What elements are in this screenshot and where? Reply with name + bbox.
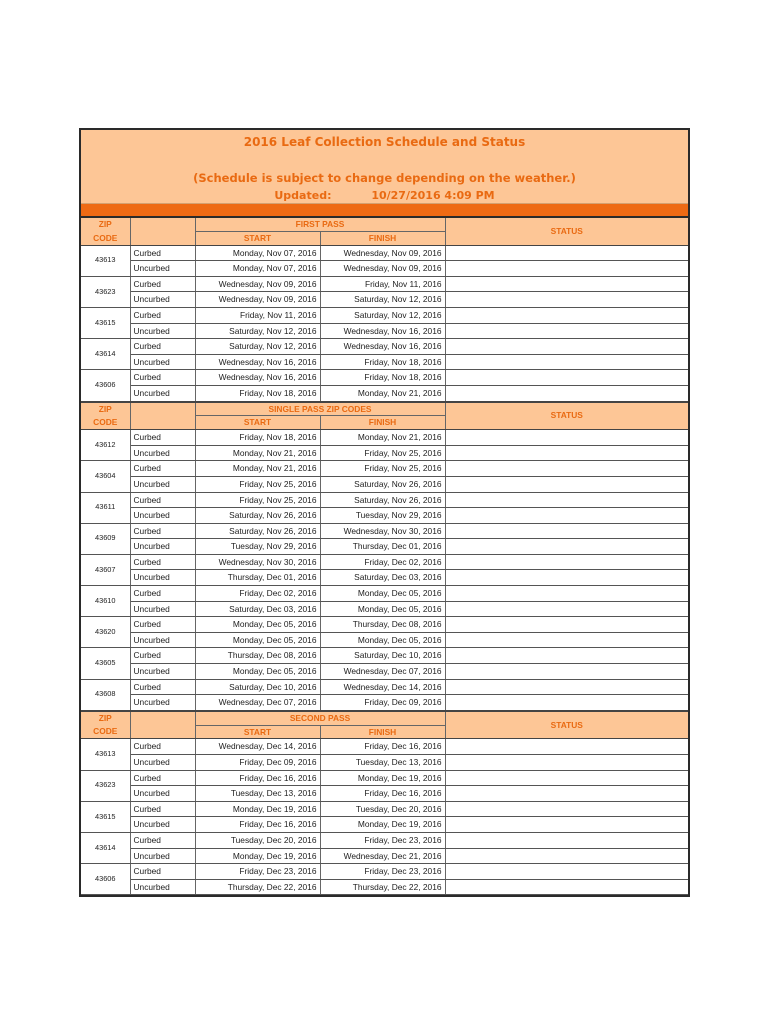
start-date-cell: Friday, Nov 11, 2016 xyxy=(195,307,320,323)
finish-date-cell: Thursday, Dec 08, 2016 xyxy=(320,617,445,633)
curb-type-cell: Curbed xyxy=(130,307,195,323)
sheet-title: 2016 Leaf Collection Schedule and Status xyxy=(243,135,526,149)
zip-code-cell: 43612 xyxy=(81,430,130,461)
finish-date-cell: Saturday, Dec 03, 2016 xyxy=(320,570,445,586)
curb-type-cell: Curbed xyxy=(130,370,195,386)
status-header: STATUS xyxy=(445,711,688,739)
finish-date-cell: Friday, Dec 02, 2016 xyxy=(320,554,445,570)
start-date-cell: Monday, Nov 07, 2016 xyxy=(195,261,320,277)
updated-line xyxy=(81,189,688,202)
finish-date-cell: Friday, Dec 23, 2016 xyxy=(320,864,445,880)
finish-date-cell: Friday, Dec 09, 2016 xyxy=(320,695,445,711)
finish-date-cell: Saturday, Nov 12, 2016 xyxy=(320,292,445,308)
start-date-cell: Monday, Nov 21, 2016 xyxy=(195,461,320,477)
status-cell xyxy=(445,817,688,833)
start-date-cell: Saturday, Nov 12, 2016 xyxy=(195,323,320,339)
table-row xyxy=(81,461,688,477)
start-date-cell: Monday, Dec 19, 2016 xyxy=(195,801,320,817)
curb-type-cell: Uncurbed xyxy=(130,664,195,680)
table-row xyxy=(81,817,688,833)
status-cell xyxy=(445,554,688,570)
finish-date-cell: Tuesday, Dec 20, 2016 xyxy=(320,801,445,817)
status-header: STATUS xyxy=(445,402,688,430)
section-header-row xyxy=(81,711,688,725)
status-cell xyxy=(445,848,688,864)
status-cell xyxy=(445,385,688,401)
status-cell xyxy=(445,276,688,292)
finish-date-cell: Tuesday, Nov 29, 2016 xyxy=(320,508,445,524)
curb-type-cell: Curbed xyxy=(130,617,195,633)
status-cell xyxy=(445,508,688,524)
zip-code-cell: 43615 xyxy=(81,801,130,832)
section-header-row xyxy=(81,218,688,231)
curb-type-cell: Uncurbed xyxy=(130,385,195,401)
status-cell xyxy=(445,523,688,539)
curb-type-cell: Curbed xyxy=(130,339,195,355)
start-date-cell: Friday, Dec 23, 2016 xyxy=(195,864,320,880)
finish-date-cell: Wednesday, Dec 21, 2016 xyxy=(320,848,445,864)
zip-code-cell: 43610 xyxy=(81,586,130,617)
start-date-cell: Monday, Dec 05, 2016 xyxy=(195,617,320,633)
updated-label: Updated: xyxy=(274,189,332,202)
table-row xyxy=(81,370,688,386)
status-cell xyxy=(445,648,688,664)
curb-type-cell: Curbed xyxy=(130,648,195,664)
finish-date-cell: Monday, Dec 19, 2016 xyxy=(320,817,445,833)
zip-header-line1: ZIP xyxy=(81,711,130,725)
finish-header: FINISH xyxy=(320,725,445,739)
zip-code-cell: 43614 xyxy=(81,339,130,370)
zip-header-line2: CODE xyxy=(81,725,130,739)
start-date-cell: Thursday, Dec 01, 2016 xyxy=(195,570,320,586)
start-date-cell: Friday, Dec 16, 2016 xyxy=(195,817,320,833)
start-header: START xyxy=(195,725,320,739)
finish-date-cell: Wednesday, Dec 14, 2016 xyxy=(320,679,445,695)
start-date-cell: Wednesday, Nov 09, 2016 xyxy=(195,292,320,308)
table-row xyxy=(81,385,688,401)
zip-header-line1: ZIP xyxy=(81,218,130,231)
curb-type-cell: Uncurbed xyxy=(130,879,195,895)
status-cell xyxy=(445,292,688,308)
start-date-cell: Wednesday, Nov 30, 2016 xyxy=(195,554,320,570)
table-row xyxy=(81,601,688,617)
zip-code-cell: 43611 xyxy=(81,492,130,523)
status-cell xyxy=(445,739,688,755)
start-date-cell: Friday, Dec 09, 2016 xyxy=(195,755,320,771)
curb-type-cell: Uncurbed xyxy=(130,601,195,617)
status-cell xyxy=(445,430,688,446)
start-date-cell: Tuesday, Dec 13, 2016 xyxy=(195,786,320,802)
status-cell xyxy=(445,476,688,492)
finish-date-cell: Wednesday, Nov 09, 2016 xyxy=(320,261,445,277)
table-row xyxy=(81,339,688,355)
curb-type-cell: Curbed xyxy=(130,492,195,508)
finish-date-cell: Friday, Nov 18, 2016 xyxy=(320,370,445,386)
curb-type-cell: Curbed xyxy=(130,461,195,477)
table-row xyxy=(81,523,688,539)
table-row xyxy=(81,508,688,524)
start-date-cell: Monday, Nov 07, 2016 xyxy=(195,245,320,261)
finish-date-cell: Wednesday, Nov 09, 2016 xyxy=(320,245,445,261)
start-date-cell: Friday, Nov 25, 2016 xyxy=(195,476,320,492)
table-row xyxy=(81,770,688,786)
table-row xyxy=(81,664,688,680)
table-row xyxy=(81,832,688,848)
status-cell xyxy=(445,617,688,633)
curb-type-cell: Uncurbed xyxy=(130,261,195,277)
section-name: SECOND PASS xyxy=(195,711,445,725)
table-row xyxy=(81,848,688,864)
start-date-cell: Friday, Nov 25, 2016 xyxy=(195,492,320,508)
finish-date-cell: Wednesday, Nov 16, 2016 xyxy=(320,339,445,355)
curb-type-cell: Uncurbed xyxy=(130,476,195,492)
finish-date-cell: Wednesday, Nov 16, 2016 xyxy=(320,323,445,339)
finish-date-cell: Tuesday, Dec 13, 2016 xyxy=(320,755,445,771)
status-cell xyxy=(445,695,688,711)
start-date-cell: Tuesday, Nov 29, 2016 xyxy=(195,539,320,555)
status-cell xyxy=(445,570,688,586)
curb-type-cell: Uncurbed xyxy=(130,445,195,461)
section-name: FIRST PASS xyxy=(195,218,445,231)
finish-date-cell: Saturday, Nov 26, 2016 xyxy=(320,492,445,508)
curb-type-cell: Curbed xyxy=(130,739,195,755)
curb-type-cell: Curbed xyxy=(130,586,195,602)
finish-date-cell: Friday, Nov 25, 2016 xyxy=(320,461,445,477)
curb-type-cell: Curbed xyxy=(130,276,195,292)
zip-code-cell: 43606 xyxy=(81,864,130,895)
zip-header-line2: CODE xyxy=(81,231,130,245)
zip-code-cell: 43609 xyxy=(81,523,130,554)
curb-type-cell: Uncurbed xyxy=(130,817,195,833)
table-row xyxy=(81,570,688,586)
start-date-cell: Monday, Dec 05, 2016 xyxy=(195,632,320,648)
curb-type-cell: Uncurbed xyxy=(130,570,195,586)
start-date-cell: Wednesday, Nov 16, 2016 xyxy=(195,354,320,370)
status-cell xyxy=(445,445,688,461)
start-date-cell: Saturday, Dec 03, 2016 xyxy=(195,601,320,617)
table-row xyxy=(81,864,688,880)
status-header: STATUS xyxy=(445,218,688,245)
status-cell xyxy=(445,755,688,771)
curb-type-cell: Uncurbed xyxy=(130,323,195,339)
table-row xyxy=(81,632,688,648)
finish-date-cell: Saturday, Nov 12, 2016 xyxy=(320,307,445,323)
finish-date-cell: Friday, Dec 16, 2016 xyxy=(320,786,445,802)
table-row xyxy=(81,292,688,308)
status-cell xyxy=(445,832,688,848)
finish-date-cell: Friday, Dec 16, 2016 xyxy=(320,739,445,755)
table-row xyxy=(81,492,688,508)
status-cell xyxy=(445,664,688,680)
status-cell xyxy=(445,770,688,786)
table-row xyxy=(81,554,688,570)
finish-date-cell: Thursday, Dec 01, 2016 xyxy=(320,539,445,555)
status-cell xyxy=(445,539,688,555)
start-date-cell: Monday, Dec 05, 2016 xyxy=(195,664,320,680)
finish-date-cell: Monday, Nov 21, 2016 xyxy=(320,385,445,401)
table-row xyxy=(81,586,688,602)
finish-date-cell: Saturday, Nov 26, 2016 xyxy=(320,476,445,492)
curb-type-cell: Uncurbed xyxy=(130,695,195,711)
table-row xyxy=(81,445,688,461)
finish-date-cell: Thursday, Dec 22, 2016 xyxy=(320,879,445,895)
table-row xyxy=(81,476,688,492)
header-stripe xyxy=(81,204,688,218)
sheet-header xyxy=(81,130,688,204)
table-row xyxy=(81,755,688,771)
table-row xyxy=(81,276,688,292)
start-date-cell: Wednesday, Nov 16, 2016 xyxy=(195,370,320,386)
zip-code-cell: 43613 xyxy=(81,739,130,770)
zip-code-cell: 43607 xyxy=(81,554,130,585)
table-row xyxy=(81,679,688,695)
finish-header: FINISH xyxy=(320,416,445,430)
start-date-cell: Saturday, Nov 12, 2016 xyxy=(195,339,320,355)
finish-date-cell: Friday, Nov 11, 2016 xyxy=(320,276,445,292)
table-row xyxy=(81,323,688,339)
sheet-subtitle: (Schedule is subject to change depending on the weather.) xyxy=(193,171,576,185)
status-cell xyxy=(445,370,688,386)
status-cell xyxy=(445,864,688,880)
finish-date-cell: Monday, Nov 21, 2016 xyxy=(320,430,445,446)
start-date-cell: Monday, Nov 21, 2016 xyxy=(195,445,320,461)
start-date-cell: Friday, Nov 18, 2016 xyxy=(195,430,320,446)
table-row xyxy=(81,539,688,555)
curb-type-cell: Curbed xyxy=(130,770,195,786)
table-row xyxy=(81,261,688,277)
type-header-blank xyxy=(130,711,195,739)
start-header: START xyxy=(195,231,320,245)
table-row xyxy=(81,430,688,446)
curb-type-cell: Curbed xyxy=(130,523,195,539)
curb-type-cell: Uncurbed xyxy=(130,755,195,771)
table-row xyxy=(81,307,688,323)
table-row xyxy=(81,617,688,633)
status-cell xyxy=(445,245,688,261)
curb-type-cell: Curbed xyxy=(130,554,195,570)
curb-type-cell: Uncurbed xyxy=(130,508,195,524)
finish-date-cell: Monday, Dec 05, 2016 xyxy=(320,601,445,617)
start-date-cell: Thursday, Dec 22, 2016 xyxy=(195,879,320,895)
finish-date-cell: Monday, Dec 05, 2016 xyxy=(320,586,445,602)
start-date-cell: Wednesday, Dec 07, 2016 xyxy=(195,695,320,711)
status-cell xyxy=(445,307,688,323)
table-row xyxy=(81,354,688,370)
start-date-cell: Friday, Nov 18, 2016 xyxy=(195,385,320,401)
zip-code-cell: 43605 xyxy=(81,648,130,679)
start-date-cell: Friday, Dec 16, 2016 xyxy=(195,770,320,786)
table-row xyxy=(81,786,688,802)
status-cell xyxy=(445,632,688,648)
start-date-cell: Saturday, Nov 26, 2016 xyxy=(195,508,320,524)
status-cell xyxy=(445,679,688,695)
start-date-cell: Wednesday, Nov 09, 2016 xyxy=(195,276,320,292)
status-cell xyxy=(445,339,688,355)
table-row xyxy=(81,245,688,261)
start-date-cell: Saturday, Dec 10, 2016 xyxy=(195,679,320,695)
start-header: START xyxy=(195,416,320,430)
curb-type-cell: Uncurbed xyxy=(130,292,195,308)
table-row xyxy=(81,879,688,895)
zip-code-cell: 43623 xyxy=(81,770,130,801)
finish-date-cell: Friday, Nov 18, 2016 xyxy=(320,354,445,370)
type-header-blank xyxy=(130,218,195,245)
status-cell xyxy=(445,261,688,277)
status-cell xyxy=(445,601,688,617)
zip-header-line1: ZIP xyxy=(81,402,130,416)
finish-date-cell: Saturday, Dec 10, 2016 xyxy=(320,648,445,664)
finish-date-cell: Friday, Dec 23, 2016 xyxy=(320,832,445,848)
table-row xyxy=(81,648,688,664)
zip-code-cell: 43608 xyxy=(81,679,130,711)
finish-header: FINISH xyxy=(320,231,445,245)
finish-date-cell: Monday, Dec 19, 2016 xyxy=(320,770,445,786)
status-cell xyxy=(445,492,688,508)
zip-code-cell: 43623 xyxy=(81,276,130,307)
table-row xyxy=(81,695,688,711)
zip-code-cell: 43620 xyxy=(81,617,130,648)
curb-type-cell: Curbed xyxy=(130,679,195,695)
finish-date-cell: Monday, Dec 05, 2016 xyxy=(320,632,445,648)
section-name: SINGLE PASS ZIP CODES xyxy=(195,402,445,416)
status-cell xyxy=(445,461,688,477)
finish-date-cell: Friday, Nov 25, 2016 xyxy=(320,445,445,461)
status-cell xyxy=(445,801,688,817)
curb-type-cell: Curbed xyxy=(130,864,195,880)
curb-type-cell: Curbed xyxy=(130,832,195,848)
start-date-cell: Thursday, Dec 08, 2016 xyxy=(195,648,320,664)
curb-type-cell: Curbed xyxy=(130,801,195,817)
status-cell xyxy=(445,586,688,602)
status-cell xyxy=(445,786,688,802)
status-cell xyxy=(445,879,688,895)
start-date-cell: Wednesday, Dec 14, 2016 xyxy=(195,739,320,755)
curb-type-cell: Curbed xyxy=(130,245,195,261)
section-header-row xyxy=(81,402,688,416)
updated-value: 10/27/2016 4:09 PM xyxy=(371,189,495,202)
curb-type-cell: Uncurbed xyxy=(130,354,195,370)
status-cell xyxy=(445,323,688,339)
zip-code-cell: 43604 xyxy=(81,461,130,492)
zip-header-line2: CODE xyxy=(81,416,130,430)
zip-code-cell: 43615 xyxy=(81,307,130,338)
curb-type-cell: Uncurbed xyxy=(130,786,195,802)
zip-code-cell: 43613 xyxy=(81,245,130,276)
zip-code-cell: 43606 xyxy=(81,370,130,402)
table-row xyxy=(81,801,688,817)
status-cell xyxy=(445,354,688,370)
schedule-sheet xyxy=(79,128,690,897)
start-date-cell: Friday, Dec 02, 2016 xyxy=(195,586,320,602)
type-header-blank xyxy=(130,402,195,430)
curb-type-cell: Uncurbed xyxy=(130,848,195,864)
zip-code-cell: 43614 xyxy=(81,832,130,863)
start-date-cell: Tuesday, Dec 20, 2016 xyxy=(195,832,320,848)
schedule-table xyxy=(81,218,688,895)
table-row xyxy=(81,739,688,755)
start-date-cell: Monday, Dec 19, 2016 xyxy=(195,848,320,864)
curb-type-cell: Curbed xyxy=(130,430,195,446)
finish-date-cell: Wednesday, Dec 07, 2016 xyxy=(320,664,445,680)
finish-date-cell: Wednesday, Nov 30, 2016 xyxy=(320,523,445,539)
curb-type-cell: Uncurbed xyxy=(130,632,195,648)
start-date-cell: Saturday, Nov 26, 2016 xyxy=(195,523,320,539)
curb-type-cell: Uncurbed xyxy=(130,539,195,555)
